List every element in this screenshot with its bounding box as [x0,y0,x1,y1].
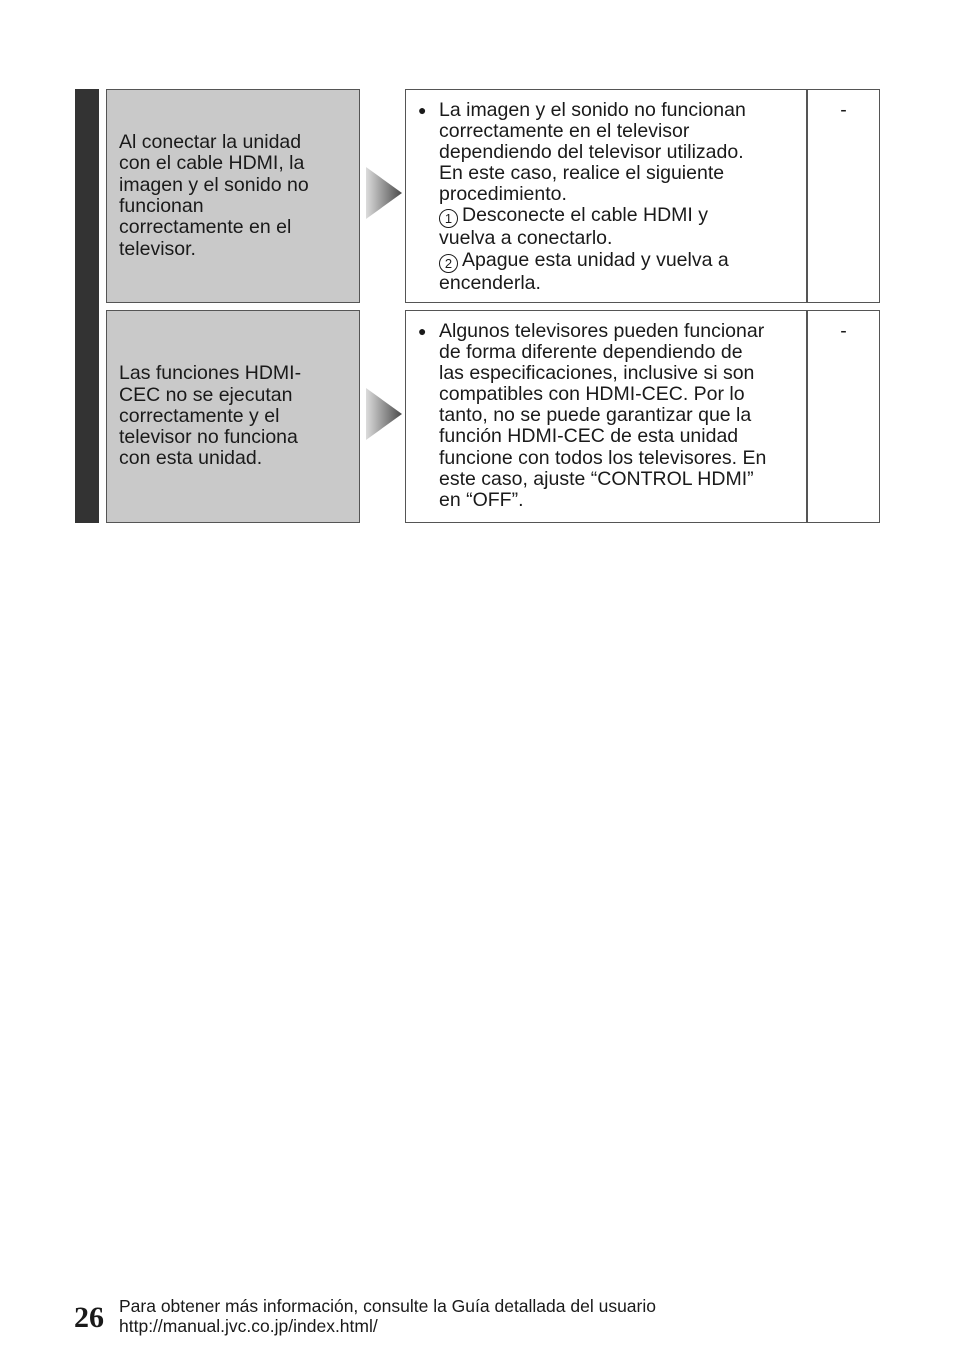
problem-line: con esta unidad. [119,447,263,470]
problem-line: correctamente y el [119,404,280,427]
step-number-2: 2 [439,254,458,273]
reference-cell: - [806,310,880,523]
step-line [439,205,796,228]
bullet-icon: ● [418,323,427,339]
problem-text [119,132,309,260]
solution-line: correctamente en el televisor [439,120,690,143]
footer-url-link[interactable]: http://manual.jvc.co.jp/index.html/ [119,1316,378,1336]
problem-line: imagen y el sonido no [119,173,309,196]
solution-line: dependiendo del televisor utilizado. [439,141,744,164]
solution-line: procedimiento. [439,183,567,206]
solution-line: tanto, no se puede garantizar que la [439,404,752,427]
problem-line: CEC no se ejecutan [119,383,293,406]
solution-line: Algunos televisores pueden funcionar [439,320,765,342]
solution-line: compatibles con HDMI-CEC. Por lo [439,383,745,406]
problem-line: televisor no funciona [119,426,298,449]
solution-line: este caso, ajuste “CONTROL HDMI” [439,467,754,490]
solution-line: función HDMI-CEC de esta unidad [439,425,739,448]
problem-text [119,363,301,469]
troubleshooting-row [0,89,954,303]
page-number: 26 [74,1301,104,1334]
problem-line: con el cable HDMI, la [119,152,305,175]
footer-note [119,1296,656,1336]
problem-line: televisor. [119,237,196,260]
problem-cell [106,89,360,303]
reference-cell: - [806,89,880,303]
footer-line: Para obtener más información, consulte la Guía detallada del usuario [119,1296,656,1316]
problem-line: Al conectar la unidad [119,131,302,154]
solution-bullet-item [418,321,796,511]
solution-line: funcione con todos los televisores. En [439,446,767,469]
solution-line: En este caso, realice el siguiente [439,162,725,185]
problem-line: correctamente en el [119,216,292,239]
solution-line: La imagen y el sonido no funcionan [439,99,746,121]
solution-cell [405,310,807,523]
solution-line: las especificaciones, inclusive si son [439,362,755,385]
solution-line: de forma diferente dependiendo de [439,341,743,364]
step-line: vuelva a conectarlo. [439,227,613,250]
arrow-right-icon [364,386,404,442]
step-text: Desconecte el cable HDMI y [462,204,709,227]
problem-cell [106,310,360,523]
step-line [439,250,796,273]
solution-cell [405,89,807,303]
problem-line: funcionan [119,195,204,217]
problem-line: Las funciones HDMI- [119,362,302,385]
arrow-right-icon [364,165,404,221]
step-line: encenderla. [439,271,541,294]
solution-line: en “OFF”. [439,488,524,511]
step-text: Apague esta unidad y vuelva a [462,248,729,271]
step-number-1: 1 [439,209,458,228]
solution-bullet-item [418,100,796,294]
troubleshooting-row [0,310,954,523]
bullet-icon: ● [418,102,427,118]
